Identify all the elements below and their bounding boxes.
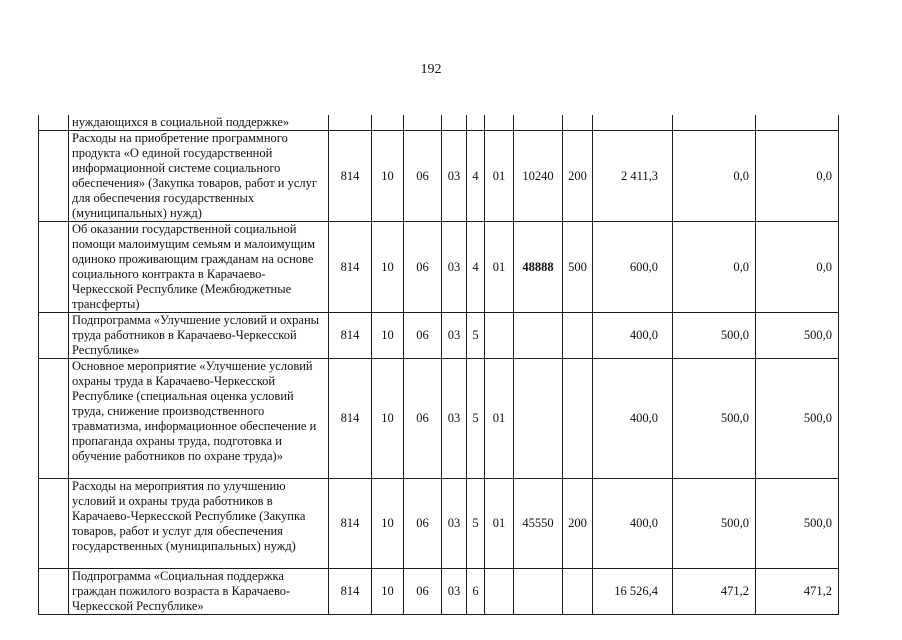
direction-code: 45550 bbox=[514, 479, 563, 569]
event-code: 01 bbox=[485, 222, 514, 313]
expense-type-code bbox=[563, 569, 593, 615]
expense-type-code bbox=[563, 313, 593, 359]
admin-code bbox=[329, 115, 372, 131]
sum-year-1: 16 526,4 bbox=[593, 569, 673, 615]
subprogram-code: 5 bbox=[467, 313, 485, 359]
subprogram-code: 6 bbox=[467, 569, 485, 615]
sum-year-1: 400,0 bbox=[593, 479, 673, 569]
section-code: 10 bbox=[372, 222, 404, 313]
sum-year-2: 500,0 bbox=[673, 359, 756, 479]
row-description: Основное мероприятие «Улучшение условий охраны труда в Карачаево-Черкесской Республике (специальная оценка условий труда, снижение производственного травматизма, информационное обеспечение и пропаганда охраны труда, подготовка и обучение работников по охране труда)» bbox=[69, 359, 329, 479]
admin-code: 814 bbox=[329, 222, 372, 313]
subsection-code: 06 bbox=[404, 569, 442, 615]
subprogram-code: 4 bbox=[467, 131, 485, 222]
row-marker-cell bbox=[39, 115, 69, 131]
subsection-code: 06 bbox=[404, 131, 442, 222]
table-row bbox=[39, 569, 839, 615]
direction-code: 10240 bbox=[514, 131, 563, 222]
section-code: 10 bbox=[372, 359, 404, 479]
event-code: 01 bbox=[485, 479, 514, 569]
section-code: 10 bbox=[372, 313, 404, 359]
program-code bbox=[442, 115, 467, 131]
row-description: Расходы на мероприятия по улучшению условий и охраны труда работников в Карачаево-Черкесской Республике (Закупка товаров, работ и услуг для обеспечения государственных (муниципальных) нужд) bbox=[69, 479, 329, 569]
row-description: Подпрограмма «Улучшение условий и охраны труда работников в Карачаево-Черкесской Республике» bbox=[69, 313, 329, 359]
program-code: 03 bbox=[442, 313, 467, 359]
section-code: 10 bbox=[372, 131, 404, 222]
sum-year-2: 0,0 bbox=[673, 222, 756, 313]
admin-code: 814 bbox=[329, 359, 372, 479]
expense-type-code: 500 bbox=[563, 222, 593, 313]
sum-year-3: 500,0 bbox=[756, 359, 839, 479]
table-row bbox=[39, 131, 839, 222]
sum-year-3: 500,0 bbox=[756, 313, 839, 359]
table-row-continuation bbox=[39, 115, 839, 131]
program-code: 03 bbox=[442, 569, 467, 615]
event-code bbox=[485, 115, 514, 131]
expense-type-code: 200 bbox=[563, 131, 593, 222]
sum-year-2 bbox=[673, 115, 756, 131]
event-code: 01 bbox=[485, 131, 514, 222]
section-code bbox=[372, 115, 404, 131]
row-marker-cell bbox=[39, 131, 69, 222]
direction-code: 48888 bbox=[514, 222, 563, 313]
sum-year-2: 0,0 bbox=[673, 131, 756, 222]
subsection-code: 06 bbox=[404, 479, 442, 569]
sum-year-1 bbox=[593, 115, 673, 131]
subprogram-code bbox=[467, 115, 485, 131]
table-row bbox=[39, 313, 839, 359]
event-code bbox=[485, 313, 514, 359]
subsection-code: 06 bbox=[404, 222, 442, 313]
admin-code: 814 bbox=[329, 479, 372, 569]
subprogram-code: 5 bbox=[467, 359, 485, 479]
sum-year-1: 2 411,3 bbox=[593, 131, 673, 222]
sum-year-2: 471,2 bbox=[673, 569, 756, 615]
section-code: 10 bbox=[372, 479, 404, 569]
sum-year-1: 600,0 bbox=[593, 222, 673, 313]
admin-code: 814 bbox=[329, 131, 372, 222]
row-description: Об оказании государственной социальной помощи малоимущим семьям и малоимущим одиноко проживающим гражданам на основе социального контракта в Карачаево-Черкесской Республике (Межбюджетные трансферты) bbox=[69, 222, 329, 313]
page-number: 192 bbox=[420, 62, 442, 77]
admin-code: 814 bbox=[329, 313, 372, 359]
subprogram-code: 5 bbox=[467, 479, 485, 569]
row-marker-cell bbox=[39, 569, 69, 615]
sum-year-3: 471,2 bbox=[756, 569, 839, 615]
sum-year-3: 0,0 bbox=[756, 222, 839, 313]
direction-code bbox=[514, 313, 563, 359]
row-description: Расходы на приобретение программного продукта «О единой государственной информационной системе социального обеспечения» (Закупка товаров, работ и услуг для обеспечения государственных (муниципальных) нужд) bbox=[69, 131, 329, 222]
event-code: 01 bbox=[485, 359, 514, 479]
sum-year-1: 400,0 bbox=[593, 313, 673, 359]
sum-year-3 bbox=[756, 115, 839, 131]
program-code: 03 bbox=[442, 479, 467, 569]
table-row bbox=[39, 222, 839, 313]
sum-year-2: 500,0 bbox=[673, 313, 756, 359]
row-marker-cell bbox=[39, 359, 69, 479]
row-marker-cell bbox=[39, 313, 69, 359]
event-code bbox=[485, 569, 514, 615]
direction-code bbox=[514, 115, 563, 131]
direction-code bbox=[514, 569, 563, 615]
section-code: 10 bbox=[372, 569, 404, 615]
subsection-code: 06 bbox=[404, 313, 442, 359]
program-code: 03 bbox=[442, 222, 467, 313]
subprogram-code: 4 bbox=[467, 222, 485, 313]
row-marker-cell bbox=[39, 222, 69, 313]
sum-year-1: 400,0 bbox=[593, 359, 673, 479]
direction-code bbox=[514, 359, 563, 479]
table-row bbox=[39, 359, 839, 479]
sum-year-3: 500,0 bbox=[756, 479, 839, 569]
table-row bbox=[39, 479, 839, 569]
admin-code: 814 bbox=[329, 569, 372, 615]
program-code: 03 bbox=[442, 131, 467, 222]
row-description: нуждающихся в социальной поддержке» bbox=[69, 115, 329, 131]
subsection-code bbox=[404, 115, 442, 131]
expense-type-code: 200 bbox=[563, 479, 593, 569]
row-description: Подпрограмма «Социальная поддержка граждан пожилого возраста в Карачаево-Черкесской Республике» bbox=[69, 569, 329, 615]
sum-year-3: 0,0 bbox=[756, 131, 839, 222]
expense-type-code bbox=[563, 359, 593, 479]
expense-type-code bbox=[563, 115, 593, 131]
sum-year-2: 500,0 bbox=[673, 479, 756, 569]
row-marker-cell bbox=[39, 479, 69, 569]
budget-table bbox=[38, 115, 839, 615]
subsection-code: 06 bbox=[404, 359, 442, 479]
program-code: 03 bbox=[442, 359, 467, 479]
